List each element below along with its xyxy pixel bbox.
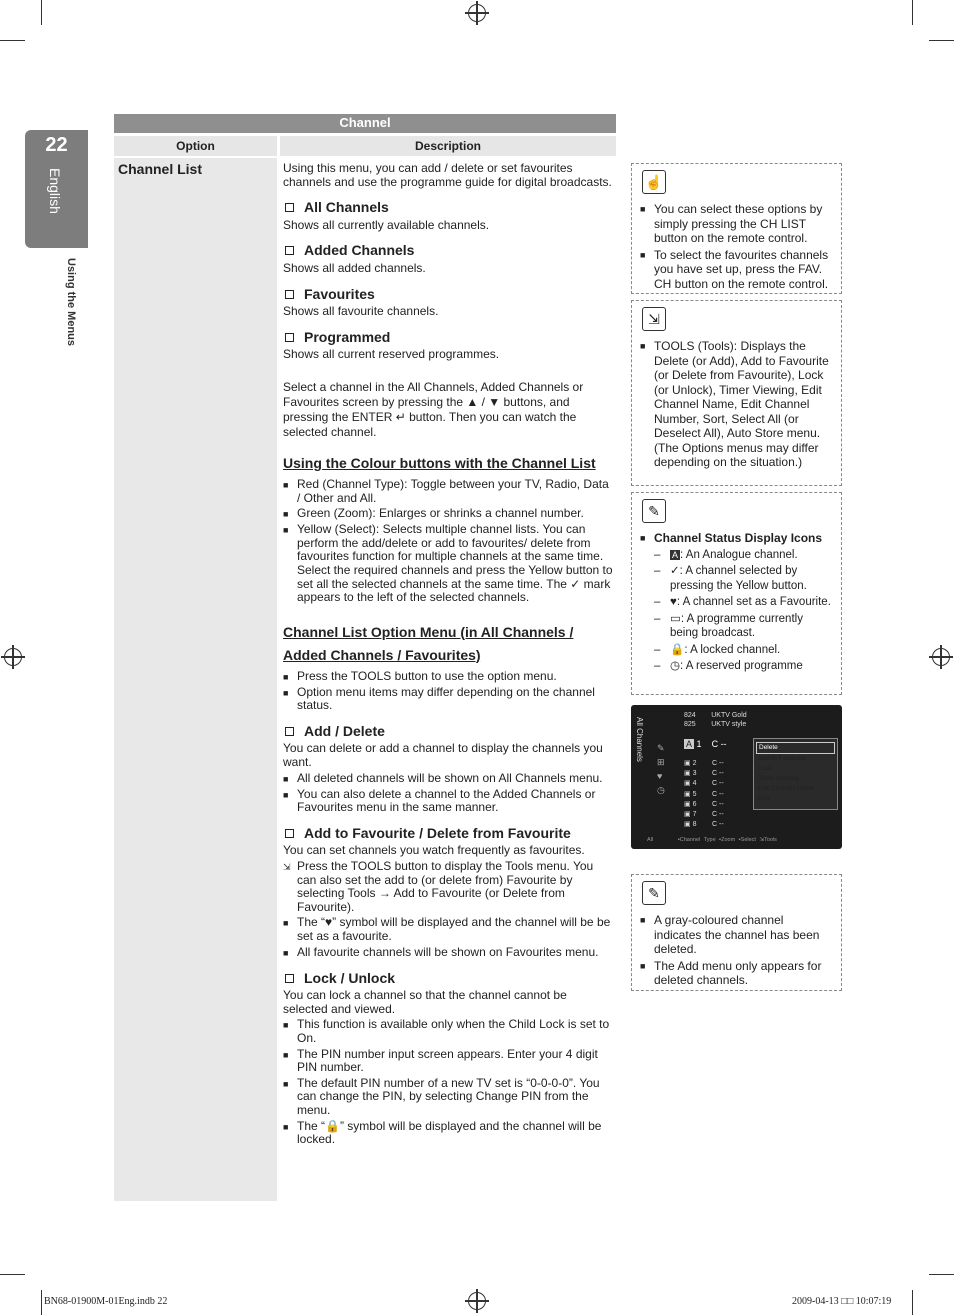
status-icon-item: – ◷: A reserved programme: [654, 660, 803, 672]
item-text: Shows all current reserved programmes.: [283, 347, 500, 362]
crop-mark: [912, 0, 913, 25]
note-item: ■ To select the favourites channels you have set up, press the FAV. CH button on the remote control.: [640, 247, 829, 291]
tv-icon: ▭: [670, 612, 681, 625]
menu-item[interactable]: Delete: [756, 742, 835, 754]
list-item: ■ Press the TOOLS button to use the option menu.: [283, 668, 557, 683]
item-heading: Added Channels: [283, 244, 613, 258]
status-icon-item: – 🔒: A locked channel.: [654, 643, 781, 656]
tools-popup-menu: [753, 738, 838, 810]
note-box: [631, 874, 842, 991]
clock-icon: ◷: [670, 660, 681, 672]
item-text: Shows all added channels.: [283, 260, 426, 275]
status-icon-item: – ✓: A channel selected by pressing the Yellow button.: [654, 565, 807, 592]
analogue-icon: A: [672, 549, 679, 560]
item-heading: Favourites: [283, 288, 613, 302]
list-item: ■ Green (Zoom): Enlarges or shrinks a channel number.: [283, 506, 584, 521]
menu-item[interactable]: Lock: [758, 765, 772, 772]
footer-date: 2009-04-13 □□ 10:07:19: [792, 1296, 892, 1307]
status-icon-item: – ▭: A programme currently being broadcast.: [654, 612, 803, 639]
status-icons-note-box: [631, 492, 842, 695]
note-item: ■ You can select these options by simply pressing the CH LIST button on the remote control.: [640, 202, 823, 245]
language-label: English: [47, 168, 63, 214]
note-item: ■ TOOLS (Tools): Displays the Delete (or Add), Add to Favourite (or Delete from Favourite), Lock (or Unlock), Timer Viewing, Edit Channel Name, Edit Channel Number, Sort, Select All (or Deselect All), Auto Store menu. (The Options menus may differ depending on the situation.): [640, 339, 829, 469]
crop-mark: [929, 1274, 954, 1275]
screen-bottom-bar: All ▪Channel Type ▪Zoom ▪Select ⇲Tools: [647, 837, 777, 843]
list-item: ■ The “🔒” symbol will be displayed and the channel will be locked.: [283, 1118, 602, 1147]
note-pen-icon: ✎: [642, 881, 666, 905]
note-item: ■ Channel Status Display Icons: [640, 531, 823, 545]
list-item: ■ This function is available only when the Child Lock is set to On.: [283, 1017, 610, 1045]
crop-mark: [0, 1274, 25, 1275]
status-icon-item: – A : An Analogue channel.: [654, 548, 798, 561]
item-text: Shows all favourite channels.: [283, 304, 439, 319]
table-row: ▣ 5 C --: [684, 790, 724, 798]
menu-item[interactable]: Edit Channel Name: [758, 785, 815, 792]
item-heading: All Channels: [283, 201, 613, 215]
section-label: Using the Menus: [65, 258, 77, 347]
table-row: ▣ 2 C --: [684, 760, 724, 767]
item-heading: Lock / Unlock: [283, 972, 613, 986]
note-item: ■ The Add menu only appears for deleted channels.: [640, 958, 822, 987]
option-column-header: Option: [114, 136, 277, 156]
checkbox-icon: [285, 974, 294, 983]
list-item: ■ Yellow (Select): Selects multiple channel lists. You can perform the add/delete or add to favourites/ delete from favourites function for multiple channels at the same time. Select the required channels and press the Yellow button to set all the selected channels at the same time. The ✓ mark appears to the left of the selected channels.: [283, 522, 613, 605]
item-heading: Programmed: [283, 331, 613, 345]
list-item: ■ The PIN number input screen appears. Enter your 4 digit PIN number.: [283, 1046, 598, 1075]
remote-hand-icon: ☝: [642, 170, 666, 194]
page-number: 22: [45, 134, 68, 156]
list-item: ■ The “♥” symbol will be displayed and the channel will be be set as a favourite.: [283, 915, 611, 943]
tools-note-box: [631, 300, 842, 486]
list-item: ■ Red (Channel Type): Toggle between your TV, Radio, Data / Other and All.: [283, 476, 609, 505]
registration-mark-icon: [4, 648, 22, 666]
list-item: ■ Option menu items may differ depending on the channel status.: [283, 684, 595, 713]
item-text: You can set channels you watch frequently as favourites.: [283, 843, 585, 858]
table-row: ▣ 3 C --: [684, 770, 724, 778]
checkbox-icon: [285, 246, 294, 255]
intro-text: Using this menu, you can add / delete or set favourites channels and use the programme guide for digital broadcasts.: [283, 161, 612, 189]
option-menu-heading: Channel List Option Menu (in All Channels / Added Channels / Favourites): [283, 623, 574, 663]
menu-item[interactable]: Timer Viewing: [758, 775, 799, 782]
status-icon-item: – ♥: A channel set as a Favourite.: [654, 596, 831, 608]
screen-current-channel: A 1 C --: [686, 739, 727, 749]
select-text: Select a channel in the All Channels, Added Channels or Favourites screen by pressing the ▲ / ▼ buttons, and pressing the ENTER ↵ button. Then you can watch the selected channel.: [283, 379, 584, 439]
table-title: Channel: [114, 114, 616, 133]
tools-icon: ⇲: [642, 307, 666, 331]
note-pen-icon: ✎: [642, 499, 666, 523]
crop-mark: [41, 0, 42, 25]
check-icon: ✓: [670, 565, 680, 577]
table-row: ▣ 8 C --: [684, 821, 724, 829]
page-tab: [25, 130, 88, 248]
note-box: [631, 163, 842, 294]
item-text: Shows all currently available channels.: [283, 217, 490, 232]
checkbox-icon: [285, 333, 294, 342]
registration-mark-icon: [468, 4, 486, 22]
crop-mark: [912, 1290, 913, 1315]
menu-item[interactable]: Sort: [758, 795, 770, 802]
list-item: ■ The default PIN number of a new TV set is “0-0-0-0”. You can change the PIN, by selecting Change PIN from the menu.: [283, 1075, 600, 1117]
crop-mark: [41, 1290, 42, 1315]
note-item: ■ A gray-coloured channel indicates the channel has been deleted.: [640, 913, 820, 956]
screen-top-row: 825 UKTV style: [684, 721, 747, 728]
description-body: [283, 162, 613, 1149]
screen-top-row: 824 UKTV Gold: [684, 712, 747, 719]
colour-heading: Using the Colour buttons with the Channel List: [283, 454, 596, 471]
crop-mark: [0, 40, 25, 41]
lock-icon: 🔒: [670, 643, 685, 656]
table-row: ▣ 7 C --: [684, 811, 724, 819]
footer-file: BN68-01900M-01Eng.indb 22: [44, 1296, 168, 1307]
checkbox-icon: [285, 829, 294, 838]
tools-icon: ⇲: [283, 862, 291, 873]
screen-rows: [684, 759, 724, 830]
registration-mark-icon: [932, 648, 950, 666]
checkbox-icon: [285, 727, 294, 736]
checkbox-icon: [285, 203, 294, 212]
menu-item[interactable]: Add to Favourite: [758, 755, 806, 762]
list-item: ■ All deleted channels will be shown on All Channels menu.: [283, 770, 603, 785]
item-heading: Add / Delete: [283, 725, 613, 739]
list-item: ■ You can also delete a channel to the Added Channels or Favourites menu in the same manner.: [283, 786, 596, 815]
item-heading: Add to Favourite / Delete from Favourite: [283, 827, 613, 841]
table-row: ▣ 6 C --: [684, 800, 724, 808]
screen-left-icons: ✎ ⊞ ♥ ◷: [657, 743, 665, 795]
item-text: You can delete or add a channel to display the channels you want.: [283, 741, 603, 770]
crop-mark: [929, 40, 954, 41]
option-column: [114, 158, 277, 1201]
heart-icon: ♥: [670, 596, 677, 608]
checkbox-icon: [285, 290, 294, 299]
screen-side-label: All Channels: [635, 717, 644, 762]
item-text: You can lock a channel so that the channel cannot be selected and viewed.: [283, 988, 567, 1016]
table-row: ▣ 4 C --: [684, 780, 724, 788]
registration-mark-icon: [468, 1292, 486, 1310]
list-item: ■ All favourite channels will be shown on Favourites menu.: [283, 944, 599, 959]
option-label: Channel List: [118, 161, 203, 177]
list-item: ⇲ Press the TOOLS button to display the Tools menu. You can also set the add to (or delete from) Favourite by selecting Tools → Add to Favourite (or Delete from Favourite).: [283, 859, 594, 914]
description-column-header: Description: [280, 136, 616, 156]
